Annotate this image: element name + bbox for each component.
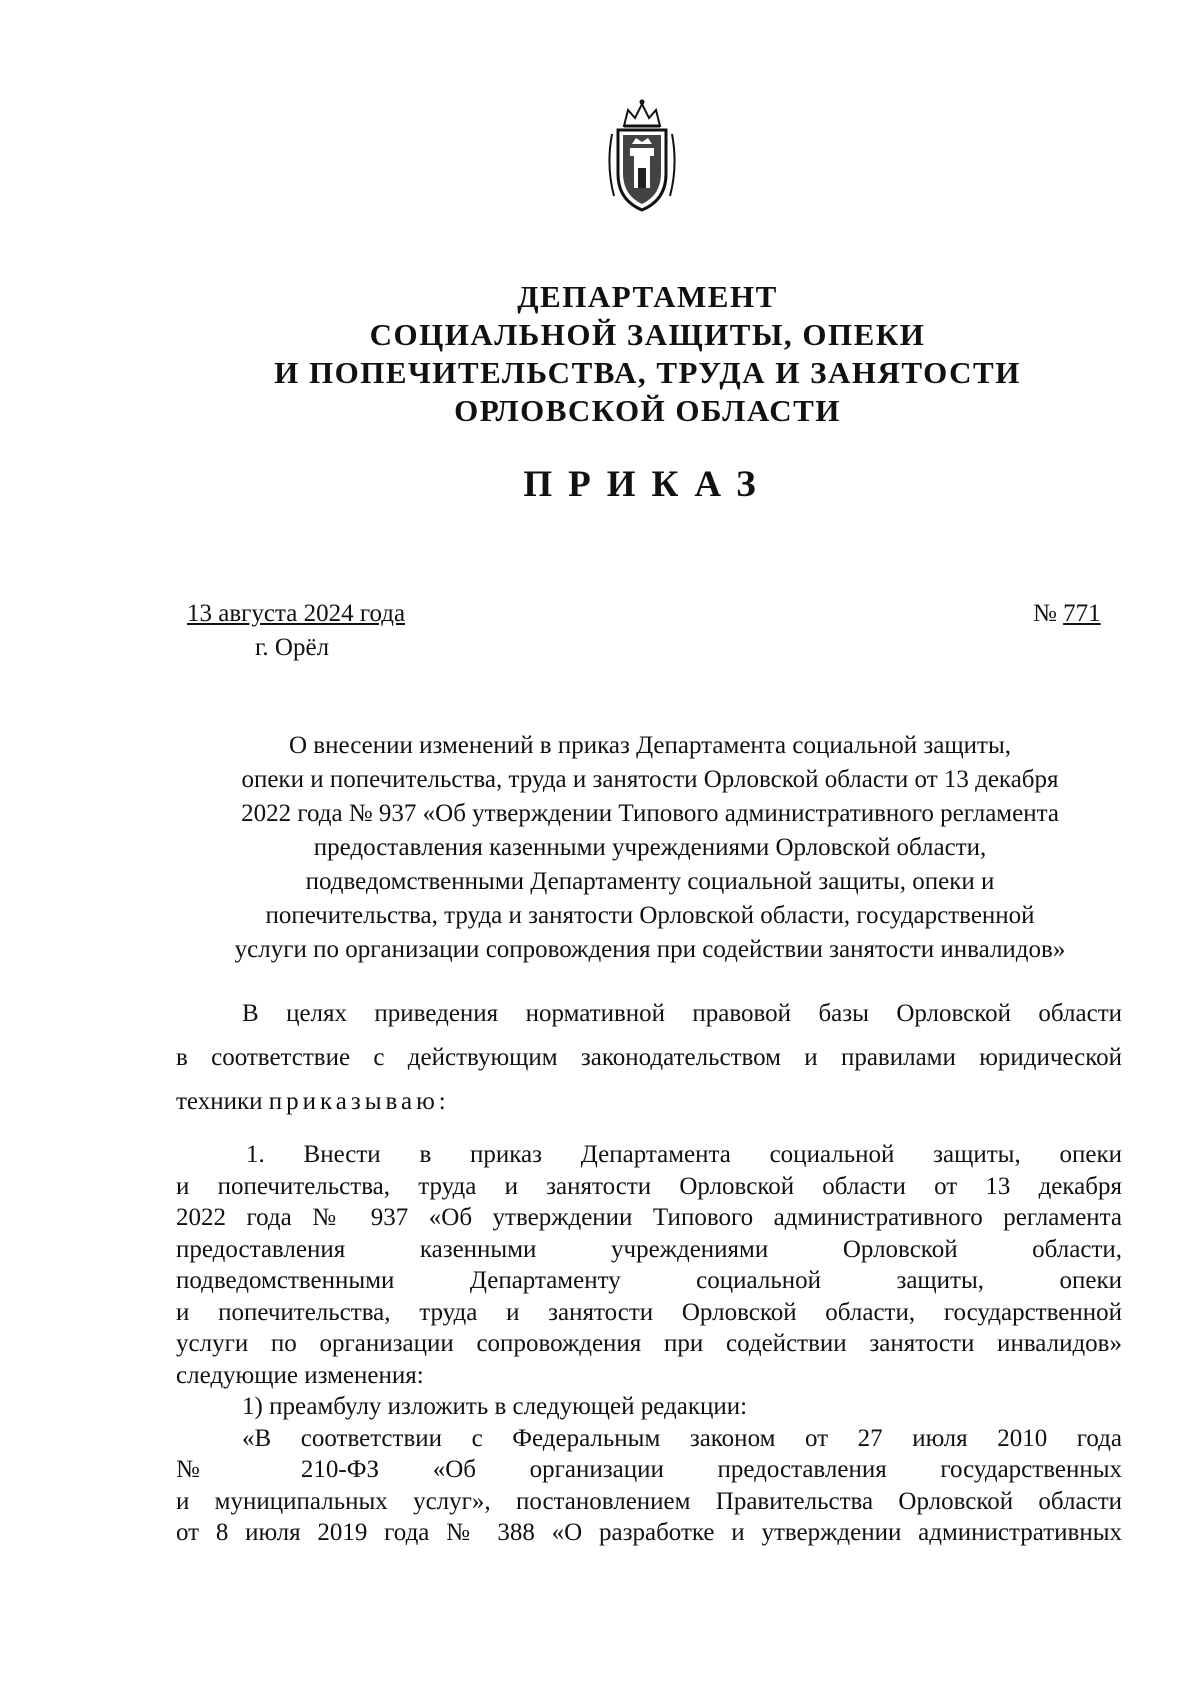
- subject-line: предоставления казенными учреждениями Орловской области,: [313, 834, 987, 861]
- subject-line: опеки и попечительства, труда и занятости Орловской области от 13 декабря: [241, 766, 1059, 793]
- department-line-4: ОРЛОВСКОЙ ОБЛАСТИ: [454, 393, 841, 428]
- body-line: предоставления казенными учреждениями Орловской области,: [176, 1235, 1122, 1263]
- body-line: и попечительства, труда и занятости Орловской области от 13 декабря: [176, 1172, 1122, 1200]
- body-line: и попечительства, труда и занятости Орловской области, государственной: [176, 1298, 1122, 1326]
- order-number-value: 771: [1063, 600, 1101, 627]
- subject-line: О внесении изменений в приказ Департамента социальной защиты,: [289, 732, 1011, 759]
- intro-line: в соответствие с действующим законодательством и правилами юридической: [176, 1044, 1122, 1071]
- department-name: [0, 278, 1200, 430]
- body-line: «В соответствии с Федеральным законом от 27 июля 2010 года: [242, 1424, 1122, 1452]
- intro-paragraph: [176, 992, 1122, 1124]
- body-line: № 210-ФЗ «Об организации предоставления государственных: [176, 1456, 1122, 1483]
- intro-line: В целях приведения нормативной правовой базы Орловской области: [242, 1000, 1122, 1027]
- department-line-3: И ПОПЕЧИТЕЛЬСТВА, ТРУДА И ЗАНЯТОСТИ: [274, 355, 1021, 390]
- order-date: 13 августа 2024 года: [187, 600, 406, 627]
- order-number: [1033, 600, 1101, 628]
- intro-order-word: приказываю:: [268, 1088, 450, 1115]
- order-city: г. Орёл: [255, 634, 330, 661]
- body-line: 2022 года № 937 «Об утверждении Типового административного регламента: [176, 1204, 1122, 1231]
- subject-line: услуги по организации сопровождения при содействии занятости инвалидов»: [234, 936, 1066, 963]
- department-line-1: ДЕПАРТАМЕНТ: [517, 279, 778, 314]
- intro-line-start: техники: [176, 1088, 263, 1115]
- body-line: 1) преамбулу изложить в следующей редакции:: [242, 1393, 748, 1420]
- subject-line: попечительства, труда и занятости Орловской области, государственной: [265, 902, 1035, 929]
- body-line: от 8 июля 2019 года № 388 «О разработке и утверждении административных: [176, 1519, 1122, 1546]
- order-body: [176, 1139, 1122, 1549]
- department-line-2: СОЦИАЛЬНОЙ ЗАЩИТЫ, ОПЕКИ: [369, 317, 926, 352]
- order-subject: [165, 729, 1135, 967]
- body-line: 1. Внести в приказ Департамента социальной защиты, опеки: [246, 1141, 1122, 1168]
- document-type-title: ПРИКАЗ: [523, 464, 772, 505]
- body-line: следующие изменения:: [176, 1361, 424, 1389]
- body-line: и муниципальных услуг», постановлением Правительства Орловской области: [176, 1487, 1122, 1515]
- subject-line: подведомственными Департаменту социальной защиты, опеки и: [305, 868, 995, 895]
- body-line: подведомственными Департаменту социальной защиты, опеки: [176, 1267, 1122, 1294]
- orel-region-coat-of-arms-icon: [600, 96, 684, 216]
- subject-line: 2022 года № 937 «Об утверждении Типового административного регламента: [241, 800, 1059, 827]
- body-line: услуги по организации сопровождения при содействии занятости инвалидов»: [176, 1330, 1122, 1357]
- intro-line: [176, 1080, 1122, 1124]
- order-number-prefix: №: [1033, 600, 1057, 627]
